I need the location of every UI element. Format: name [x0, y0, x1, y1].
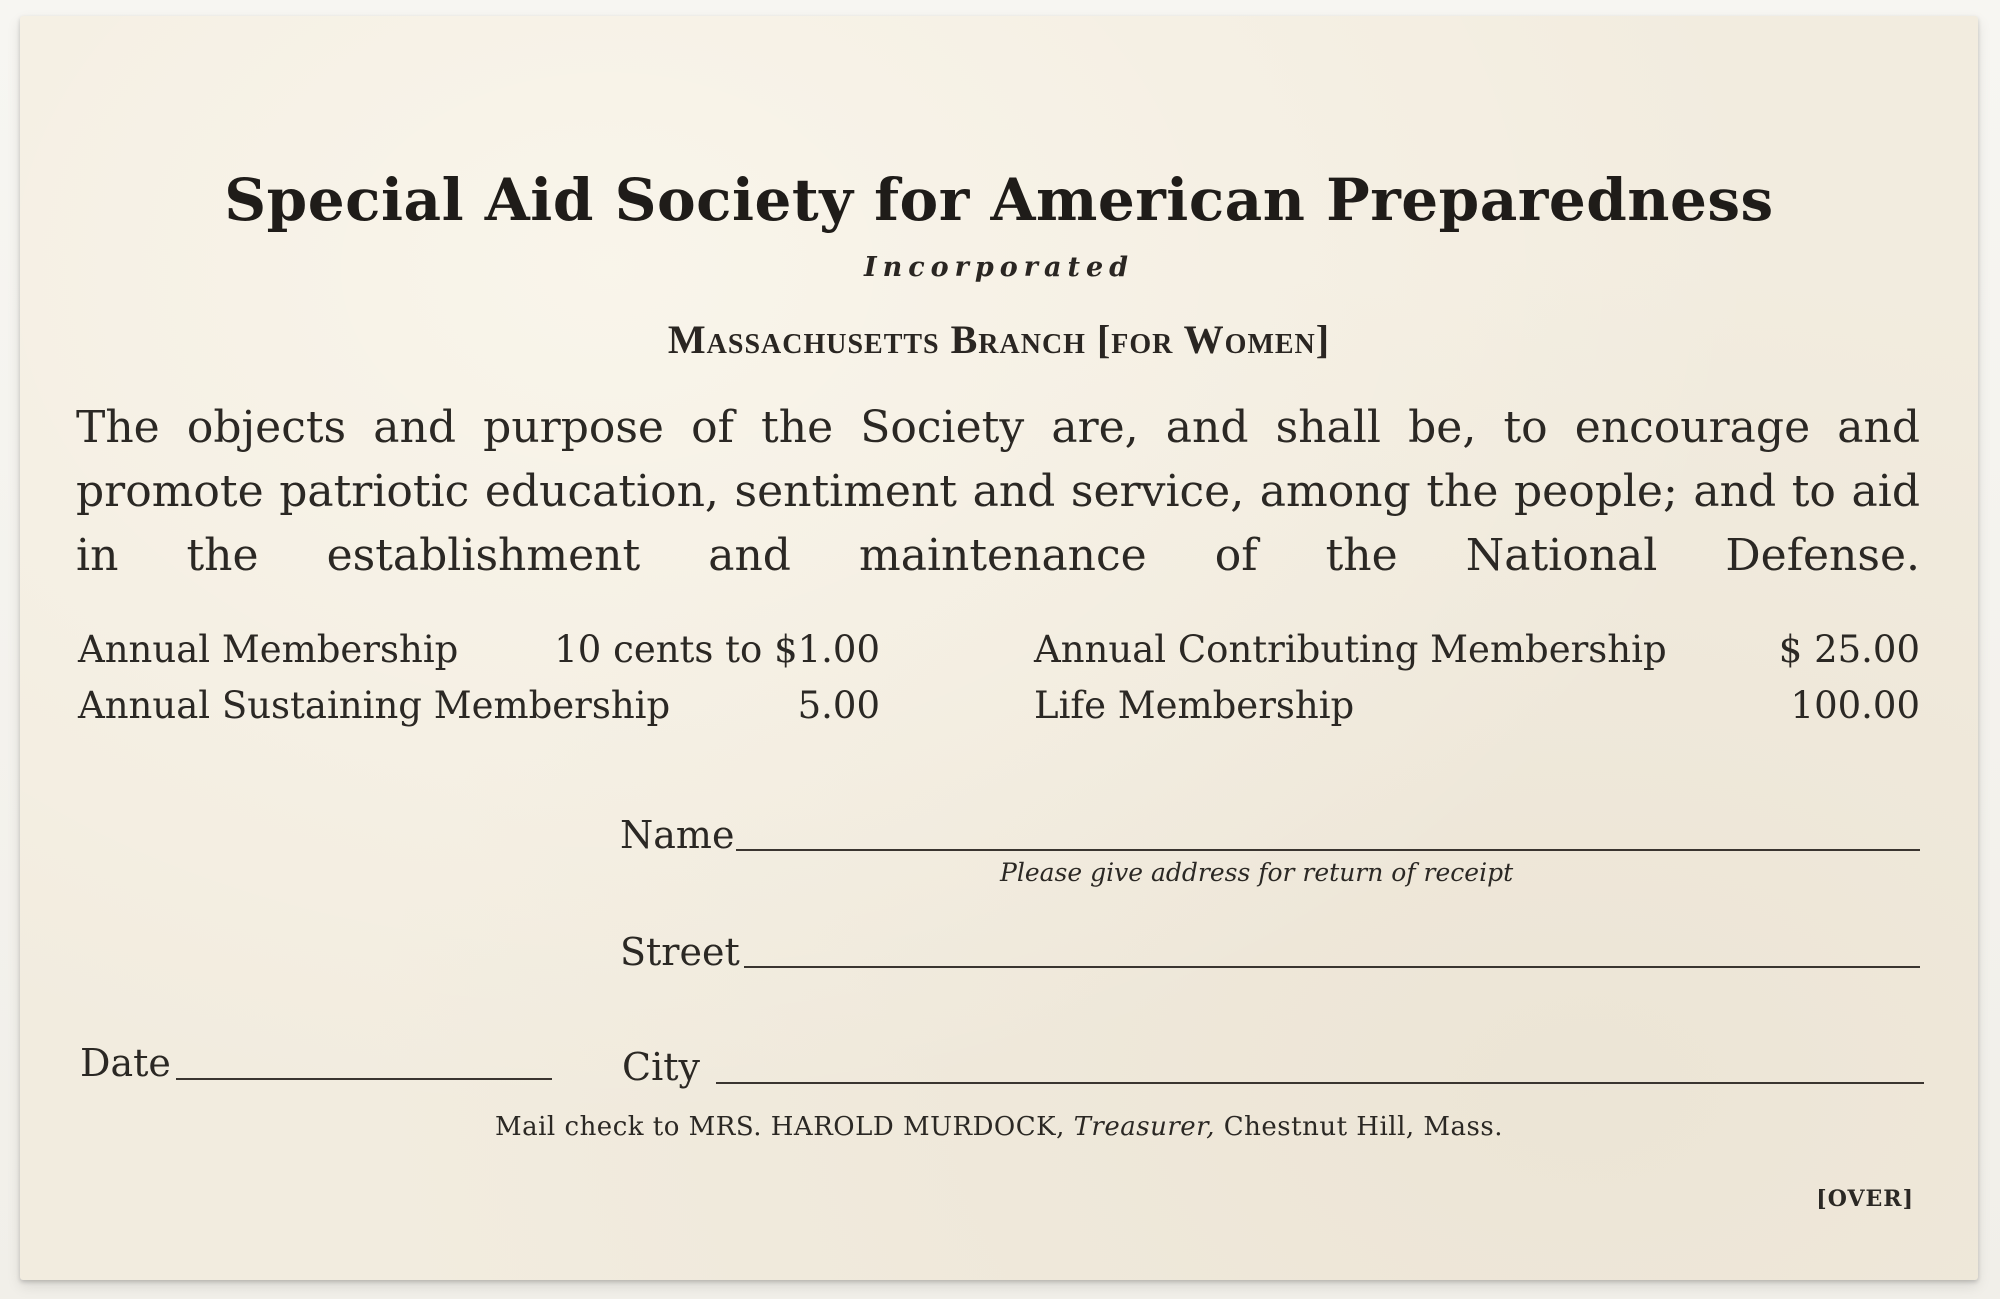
date-field-line[interactable]: [176, 1078, 552, 1080]
city-field-line[interactable]: [716, 1082, 1924, 1084]
mail-address: Chestnut Hill, Mass.: [1223, 1112, 1504, 1142]
membership-contributing-label: Annual Contributing Membership: [1034, 628, 1667, 671]
branch-heading: Massachusetts Branch [for Women]: [667, 317, 1331, 362]
address-hint: Please give address for return of receipt: [1000, 858, 1514, 887]
name-field-line[interactable]: [736, 849, 1920, 851]
street-field-line[interactable]: [744, 966, 1920, 968]
society-title: Special Aid Society for American Preparedness: [224, 166, 1774, 234]
membership-sustaining-label: Annual Sustaining Membership: [78, 684, 671, 727]
city-label: City: [622, 1045, 700, 1089]
membership-contributing-amount: $ 25.00: [1778, 628, 1920, 671]
membership-life-label: Life Membership: [1034, 684, 1355, 727]
membership-card: [20, 16, 1978, 1280]
membership-annual-label: Annual Membership: [78, 628, 459, 671]
membership-sustaining-amount: 5.00: [797, 684, 880, 727]
membership-annual-amount: 10 cents to $1.00: [554, 628, 880, 671]
mail-instructions: [20, 1112, 1978, 1142]
name-label: Name: [620, 813, 735, 857]
incorporated-subtitle: Incorporated: [863, 252, 1135, 283]
date-label: Date: [80, 1041, 171, 1085]
purpose-statement: The objects and purpose of the Society are, and shall be, to encourage and promote patriotic education, sentiment and service, among the people; and to aid in the establishment and maintenance of the National Defense.: [76, 402, 1920, 581]
over-marker: [OVER]: [1816, 1186, 1914, 1212]
mail-prefix: Mail check to MRS. HAROLD MURDOCK,: [494, 1112, 1065, 1142]
mail-role: Treasurer,: [1073, 1112, 1215, 1142]
membership-life-amount: 100.00: [1790, 684, 1920, 727]
street-label: Street: [620, 930, 740, 974]
